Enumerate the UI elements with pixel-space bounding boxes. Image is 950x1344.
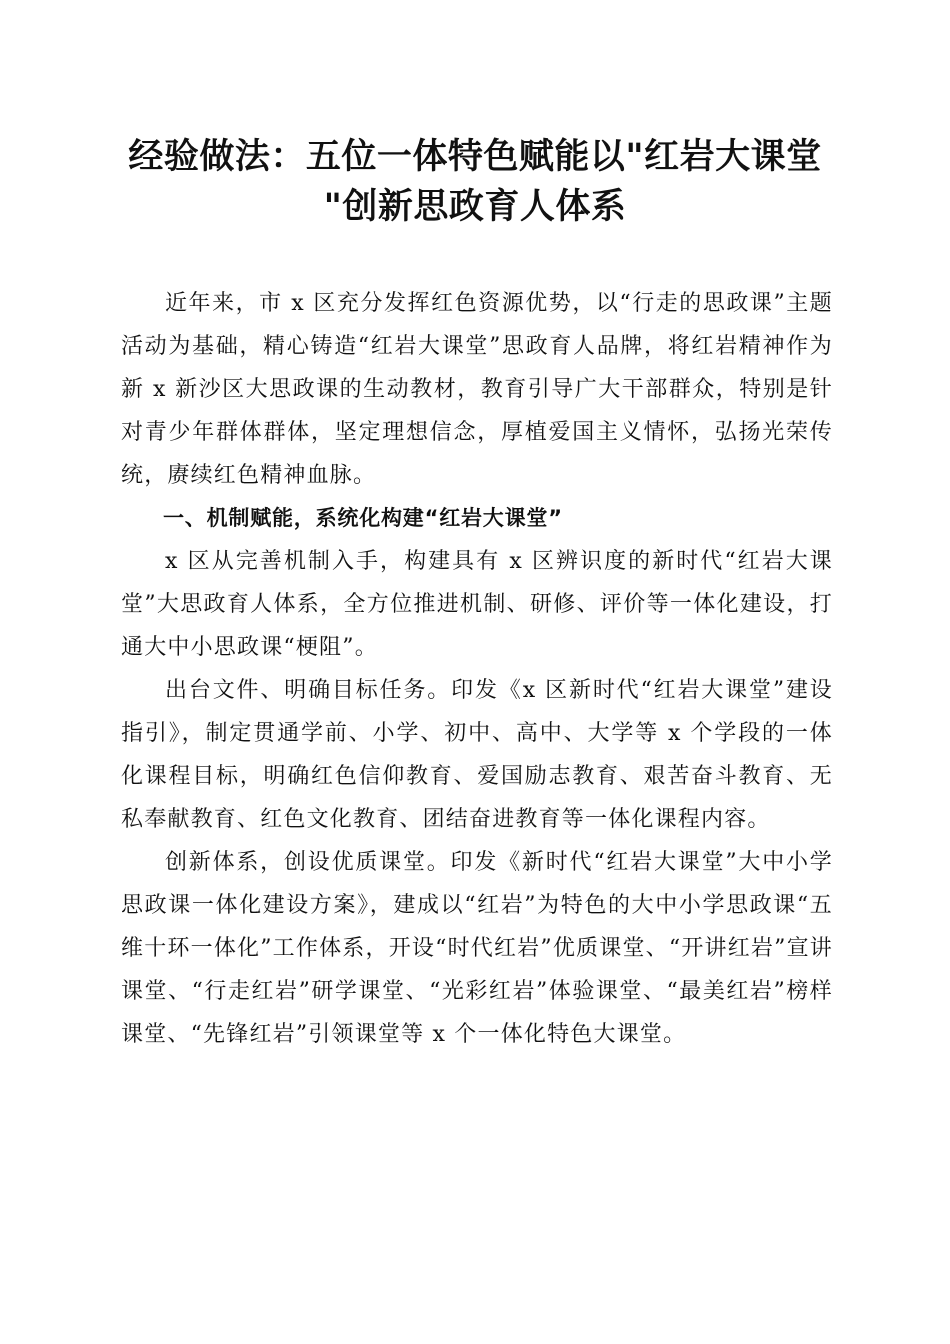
document-title <box>110 132 840 232</box>
paragraph-intro: 近年来，市 x 区充分发挥红色资源优势，以“行走的思政课”主题活动为基础，精心铸造“红岩大课堂”思政育人品牌，将红岩精神作为新 x 新沙区大思政课的生动教材，教育引导广大干部群众，特别是针对青少年群体群体，坚定理想信念，厚植爱国主义情怀，弘扬光荣传统，赓续红色精神血脉。 <box>121 291 833 488</box>
paragraph-mechanism: x 区从完善机制入手，构建具有 x 区辨识度的新时代“红岩大课堂”大思政育人体系，全方位推进机制、研修、评价等一体化建设，打通大中小思政课“梗阻”。 <box>121 549 833 660</box>
title-line-1: 经验做法：五位一体特色赋能以"红岩大课堂 <box>128 136 822 177</box>
paragraph-innovation: 创新体系，创设优质课堂。印发《新时代“红岩大课堂”大中小学思政课一体化建设方案》，建成以“红岩”为特色的大中小学思政课“五维十环一体化”工作体系，开设“时代红岩”优质课堂、“开讲红岩”宣讲课堂、“行走红岩”研学课堂、“光彩红岩”体验课堂、“最美红岩”榜样课堂、“先锋红岩”引领课堂等 x 个一体化特色大课堂。 <box>121 850 833 1047</box>
title-line-2: "创新思政育人体系 <box>323 186 627 227</box>
section-heading: 一、机制赋能，系统化构建“红岩大课堂” <box>163 506 563 530</box>
paragraph-documents: 出台文件、明确目标任务。印发《x 区新时代“红岩大课堂”建设指引》，制定贯通学前、小学、初中、高中、大学等 x 个学段的一体化课程目标，明确红色信仰教育、爱国励志教育、艰苦奋斗教育、无私奉献教育、红色文化教育、团结奋进教育等一体化课程内容。 <box>121 678 833 832</box>
document-body <box>121 282 833 1056</box>
